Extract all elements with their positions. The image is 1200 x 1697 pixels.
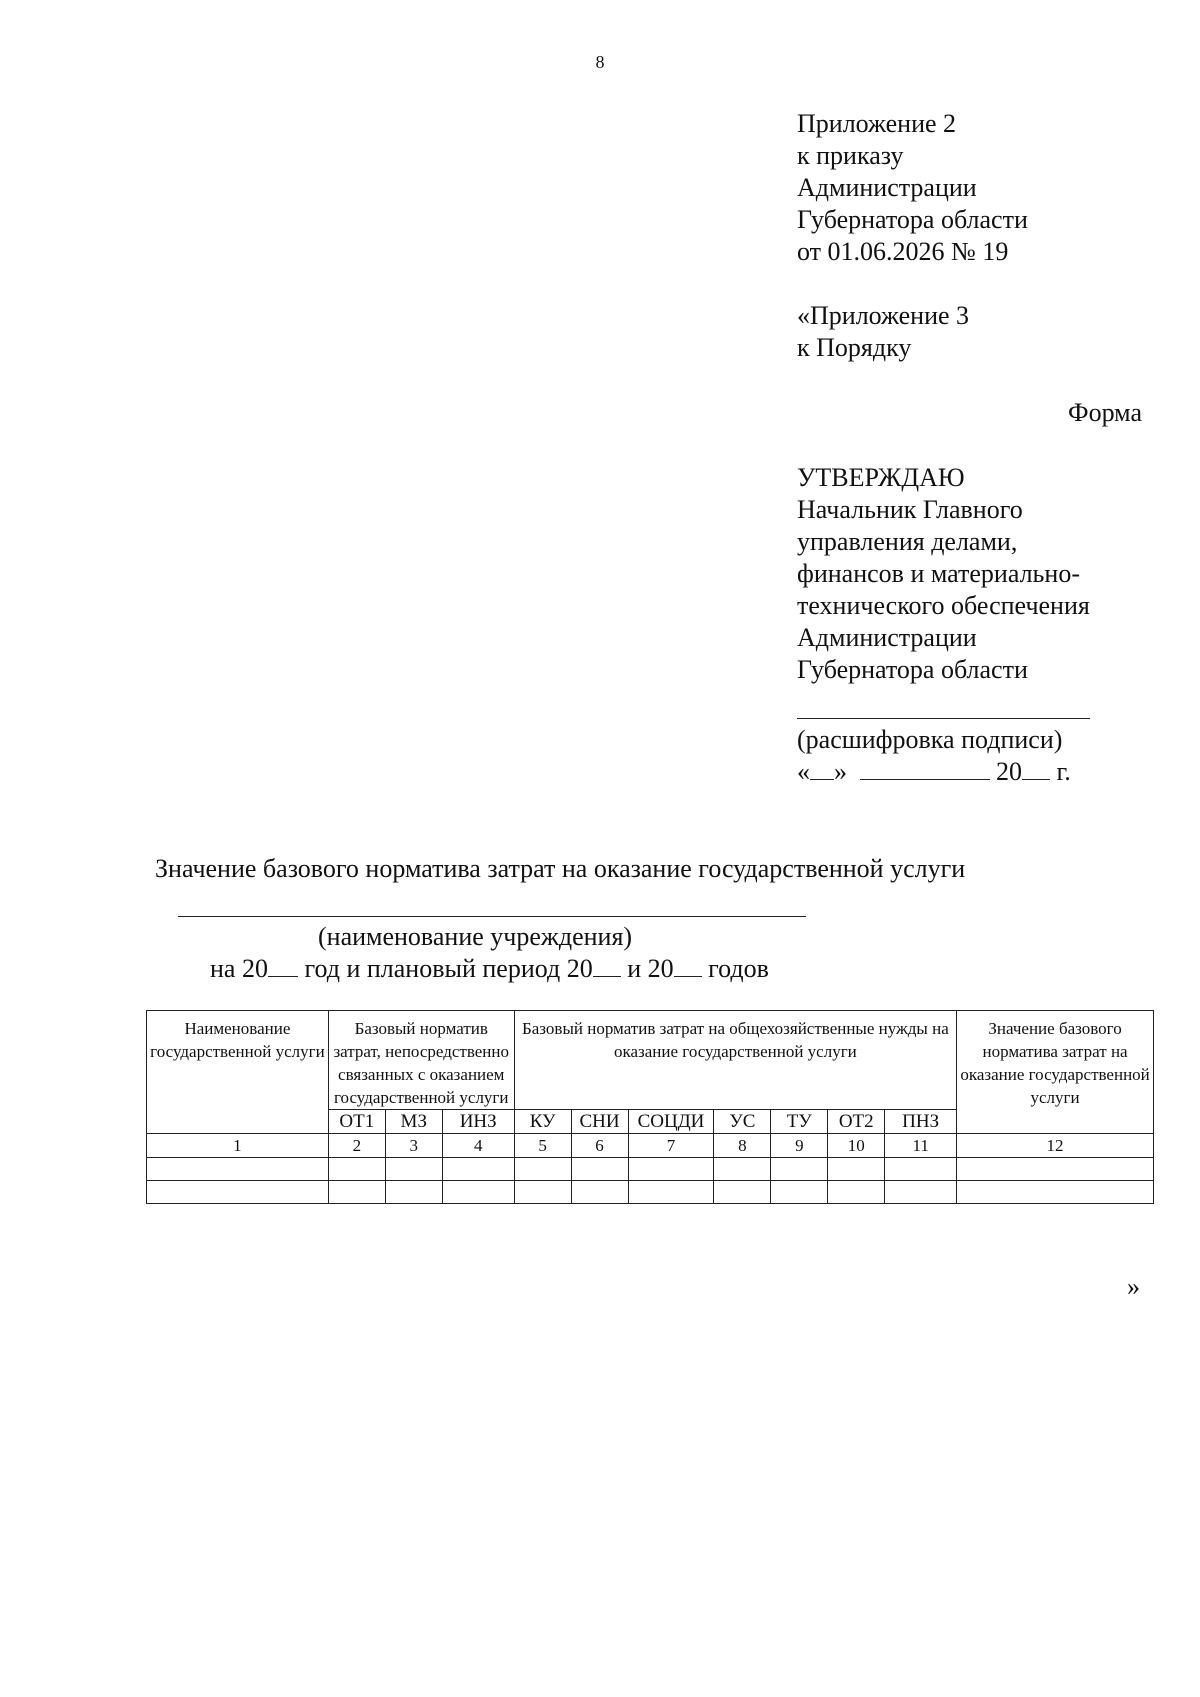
appendix-ref-line: «Приложение 3 xyxy=(797,301,970,330)
period-line xyxy=(210,954,769,984)
empty-cell[interactable] xyxy=(571,1181,628,1204)
month-blank[interactable] xyxy=(860,757,990,780)
year-blank[interactable] xyxy=(268,954,298,977)
code-cell: ОТ1 xyxy=(328,1110,385,1134)
empty-cell[interactable] xyxy=(147,1158,329,1181)
document-title: Значение базового норматива затрат на оказание государственной услуги xyxy=(155,854,966,883)
header-direct-costs: Базовый норматив затрат, непосредственно связанных с оказанием государственной услуги xyxy=(328,1011,514,1110)
date-suffix: г. xyxy=(1056,757,1071,786)
approval-date xyxy=(797,756,1071,788)
period-suffix: годов xyxy=(708,954,769,983)
empty-cell[interactable] xyxy=(828,1158,885,1181)
empty-cell[interactable] xyxy=(442,1181,514,1204)
code-cell: СОЦДИ xyxy=(628,1110,714,1134)
code-cell: УС xyxy=(714,1110,771,1134)
day-blank[interactable] xyxy=(810,757,834,780)
spacer xyxy=(797,268,1028,300)
column-number: 8 xyxy=(714,1134,771,1158)
approval-line: финансов и материально- xyxy=(797,559,1080,588)
appendix-line: Приложение 2 xyxy=(797,109,957,138)
empty-cell[interactable] xyxy=(628,1158,714,1181)
header-service-name: Наименование государственной услуги xyxy=(147,1011,329,1134)
empty-cell[interactable] xyxy=(957,1181,1154,1204)
empty-cell[interactable] xyxy=(957,1158,1154,1181)
table-row xyxy=(147,1181,1154,1204)
appendix-line: Администрации xyxy=(797,173,977,202)
date-year: 20 xyxy=(996,757,1022,786)
empty-cell[interactable] xyxy=(628,1181,714,1204)
empty-cell[interactable] xyxy=(514,1158,571,1181)
approval-line: технического обеспечения xyxy=(797,591,1090,620)
date-close-quote: » xyxy=(834,757,847,786)
table-row xyxy=(147,1158,1154,1181)
empty-cell[interactable] xyxy=(328,1158,385,1181)
table-header-row xyxy=(147,1011,1154,1110)
empty-cell[interactable] xyxy=(385,1181,442,1204)
closing-quote: » xyxy=(1127,1272,1140,1301)
date-open-quote: « xyxy=(797,757,810,786)
appendix-line: Губернатора области xyxy=(797,205,1028,234)
signature-line[interactable] xyxy=(797,718,1090,719)
year-blank[interactable] xyxy=(593,954,621,977)
period-and: и 20 xyxy=(627,954,674,983)
approval-line: Начальник Главного xyxy=(797,495,1023,524)
column-number: 6 xyxy=(571,1134,628,1158)
year-blank[interactable] xyxy=(674,954,702,977)
empty-cell[interactable] xyxy=(771,1158,828,1181)
page-number: 8 xyxy=(595,52,605,72)
form-label: Форма xyxy=(1068,398,1142,427)
empty-cell[interactable] xyxy=(828,1181,885,1204)
table-number-row xyxy=(147,1134,1154,1158)
column-number: 7 xyxy=(628,1134,714,1158)
empty-cell[interactable] xyxy=(885,1181,957,1204)
appendix-line: к приказу xyxy=(797,141,904,170)
header-norm-value: Значение базового норматива затрат на оказание государственной услуги xyxy=(957,1011,1154,1134)
code-cell: КУ xyxy=(514,1110,571,1134)
code-cell: СНИ xyxy=(571,1110,628,1134)
code-cell: МЗ xyxy=(385,1110,442,1134)
approval-line: Губернатора области xyxy=(797,655,1028,684)
column-number: 10 xyxy=(828,1134,885,1158)
column-number: 12 xyxy=(957,1134,1154,1158)
column-number: 5 xyxy=(514,1134,571,1158)
empty-cell[interactable] xyxy=(771,1181,828,1204)
code-cell: ПНЗ xyxy=(885,1110,957,1134)
signature-note: (расшифровка подписи) xyxy=(797,725,1063,754)
column-number: 11 xyxy=(885,1134,957,1158)
empty-cell[interactable] xyxy=(714,1158,771,1181)
norm-table xyxy=(146,1010,1154,1204)
approval-block xyxy=(797,462,1090,686)
period-mid: год и плановый период 20 xyxy=(304,954,593,983)
institution-line[interactable] xyxy=(178,916,806,917)
column-number: 3 xyxy=(385,1134,442,1158)
appendix-ref-line: к Порядку xyxy=(797,333,912,362)
institution-note: (наименование учреждения) xyxy=(318,922,633,951)
approval-line: управления делами, xyxy=(797,527,1018,556)
period-prefix: на 20 xyxy=(210,954,268,983)
empty-cell[interactable] xyxy=(385,1158,442,1181)
code-cell: ОТ2 xyxy=(828,1110,885,1134)
empty-cell[interactable] xyxy=(442,1158,514,1181)
empty-cell[interactable] xyxy=(714,1181,771,1204)
empty-cell[interactable] xyxy=(328,1181,385,1204)
column-number: 4 xyxy=(442,1134,514,1158)
empty-cell[interactable] xyxy=(147,1181,329,1204)
code-cell: ИНЗ xyxy=(442,1110,514,1134)
empty-cell[interactable] xyxy=(885,1158,957,1181)
approval-line: Администрации xyxy=(797,623,977,652)
appendix-block xyxy=(797,108,1028,364)
header-general-costs: Базовый норматив затрат на общехозяйственные нужды на оказание государственной услуги xyxy=(514,1011,956,1110)
column-number: 9 xyxy=(771,1134,828,1158)
code-cell: ТУ xyxy=(771,1110,828,1134)
empty-cell[interactable] xyxy=(514,1181,571,1204)
column-number: 2 xyxy=(328,1134,385,1158)
approval-line: УТВЕРЖДАЮ xyxy=(797,463,965,492)
year-blank[interactable] xyxy=(1022,757,1050,780)
empty-cell[interactable] xyxy=(571,1158,628,1181)
column-number: 1 xyxy=(147,1134,329,1158)
appendix-line: от 01.06.2026 № 19 xyxy=(797,237,1009,266)
